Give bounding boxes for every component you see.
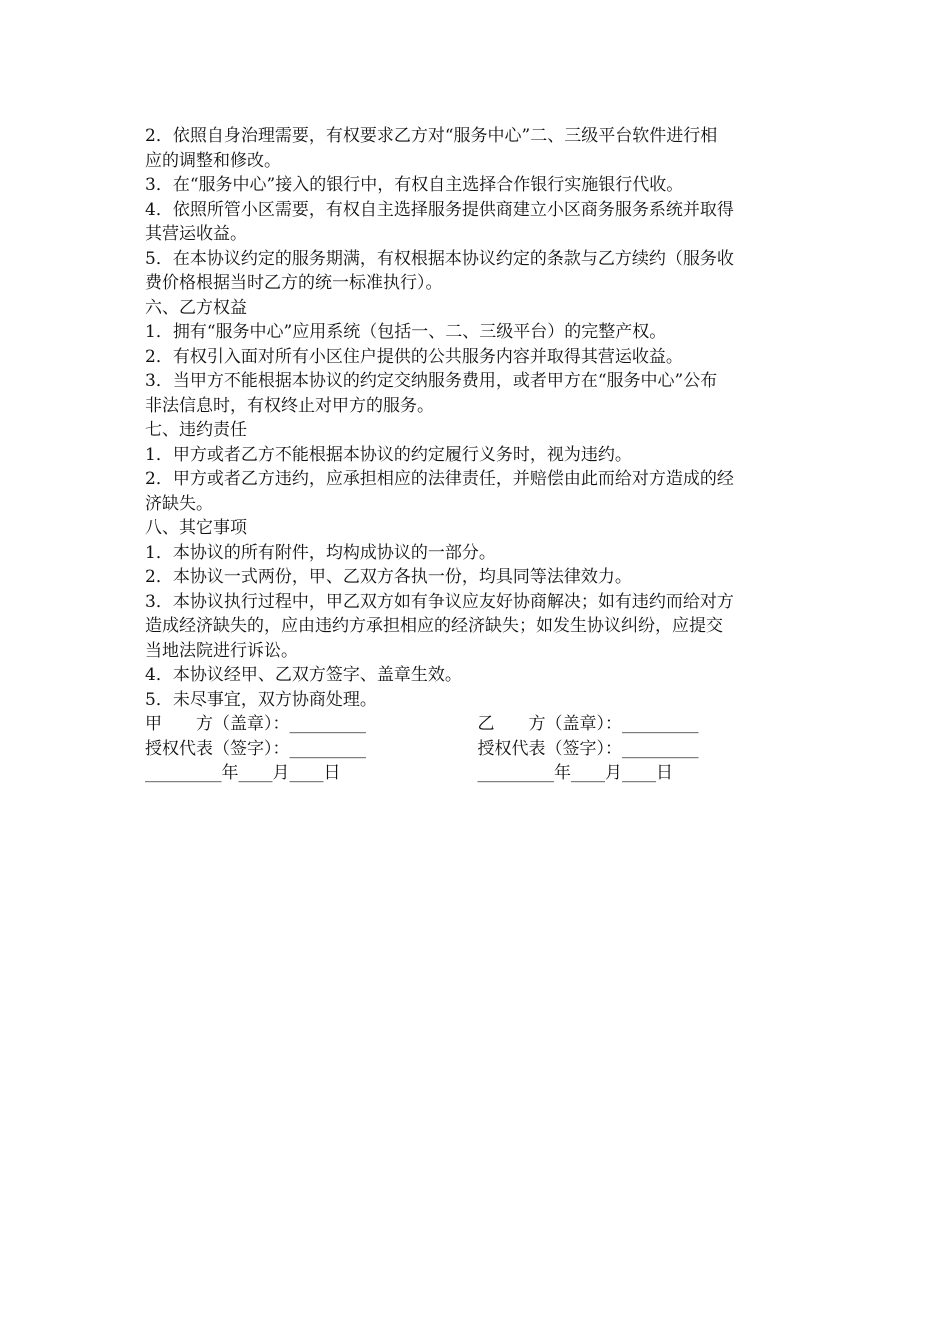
party-b-date-field: _________年____月____日 xyxy=(477,763,673,783)
party-b-seal-field: 乙 方（盖章）：_________ xyxy=(477,714,699,734)
text-line: 费价格根据当时乙方的统一标准执行）。 xyxy=(145,273,443,293)
party-a-date-field: _________年____月____日 xyxy=(145,763,341,783)
signature-seal-row xyxy=(145,712,810,737)
text-line: 2．本协议一式两份，甲、乙双方各执一份，均具同等法律效力。 xyxy=(145,567,632,587)
text-line: 应的调整和修改。 xyxy=(145,150,281,171)
section-heading-other-matters: 八、其它事项 xyxy=(145,518,247,538)
text-line: 5．在本协议约定的服务期满，有权根据本协议约定的条款与乙方续约（服务收 xyxy=(145,248,734,269)
text-line: 5．未尽事宜，双方协商处理。 xyxy=(145,689,377,710)
text-line: 非法信息时，有权终止对甲方的服务。 xyxy=(145,395,434,416)
text-line: 其营运收益。 xyxy=(145,224,247,244)
text-line: 3．本协议执行过程中，甲乙双方如有争议应友好协商解决；如有违约而给对方 xyxy=(145,591,734,612)
contract-page xyxy=(145,124,810,786)
signature-rep-row xyxy=(145,737,810,762)
party-a-rep-field: 授权代表（签字）：_________ xyxy=(145,738,366,759)
party-b-rep-field: 授权代表（签字）：_________ xyxy=(477,738,699,759)
text-line: 1．甲方或者乙方不能根据本协议的约定履行义务时，视为违约。 xyxy=(145,444,632,465)
text-line: 2．依照自身治理需要，有权要求乙方对“服务中心”二、三级平台软件进行相 xyxy=(145,126,718,146)
text-line: 1．拥有“服务中心”应用系统（包括一、二、三级平台）的完整产权。 xyxy=(145,322,667,342)
signature-block xyxy=(145,712,810,786)
text-line: 2．有权引入面对所有小区住户提供的公共服务内容并取得其营运收益。 xyxy=(145,346,683,367)
text-line: 当地法院进行诉讼。 xyxy=(145,640,298,661)
section-heading-breach: 七、违约责任 xyxy=(145,420,247,440)
signature-date-row xyxy=(145,761,810,786)
contract-body xyxy=(145,124,810,712)
party-a-seal-field: 甲 方（盖章）：_________ xyxy=(145,714,366,734)
text-line: 3．当甲方不能根据本协议的约定交纳服务费用，或者甲方在“服务中心”公布 xyxy=(145,371,718,391)
section-heading-party-b-rights: 六、乙方权益 xyxy=(145,297,247,318)
text-line: 4．本协议经甲、乙双方签字、盖章生效。 xyxy=(145,665,462,685)
text-line: 2．甲方或者乙方违约，应承担相应的法律责任，并赔偿由此而给对方造成的经 xyxy=(145,469,734,489)
text-line: 4．依照所管小区需要，有权自主选择服务提供商建立小区商务服务系统并取得 xyxy=(145,199,734,220)
text-line: 造成经济缺失的，应由违约方承担相应的经济缺失；如发生协议纠纷，应提交 xyxy=(145,616,723,636)
text-line: 1．本协议的所有附件，均构成协议的一部分。 xyxy=(145,542,496,563)
text-line: 济缺失。 xyxy=(145,493,213,514)
text-line: 3．在“服务中心”接入的银行中，有权自主选择合作银行实施银行代收。 xyxy=(145,175,684,195)
